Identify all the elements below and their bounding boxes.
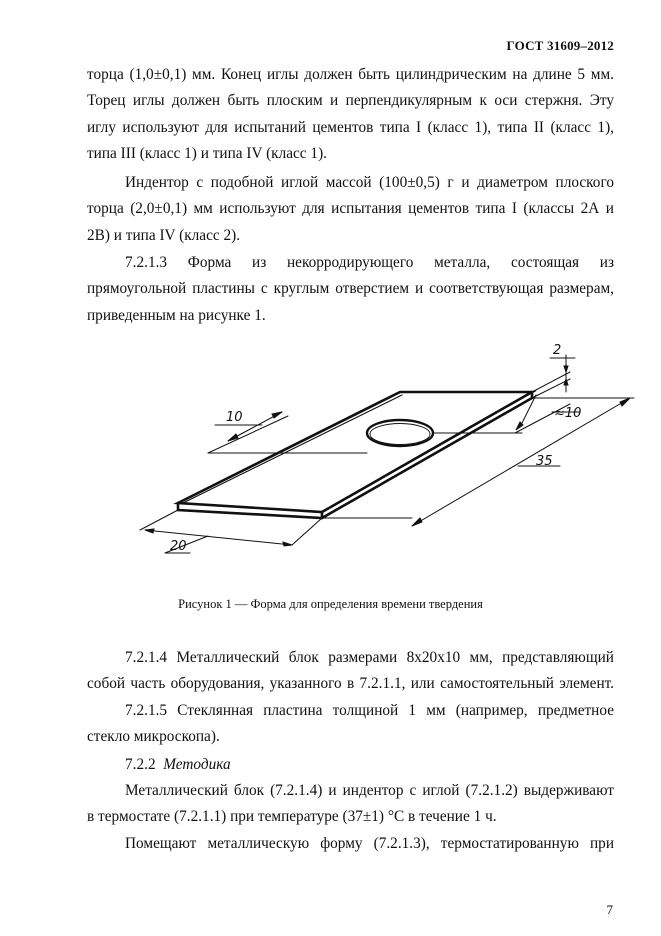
- text-line: 7.2.1.3 Форма из некорродирующего металла, состоящая из: [125, 254, 614, 271]
- paragraph-place-mold: [87, 831, 614, 857]
- text-line: приведенным на рисунке 1.: [87, 306, 266, 324]
- paragraph-method: [87, 778, 614, 831]
- text-line: Индентор с подобной иглой массой (100±0,5) г и диаметром плоского: [125, 174, 614, 191]
- text-line: иглу используют для испытаний цементов типа I (класс 1), типа II (класс 1),: [87, 118, 614, 136]
- text-line: 7.2.1.4 Металлический блок размерами 8х20х10 мм, представляющий: [125, 649, 614, 666]
- text-line: в термостате (7.2.1.1) при температуре (37±1) °С в течение 1 ч.: [87, 808, 497, 826]
- text-line: 2В) и типа IV (класс 2).: [87, 226, 241, 244]
- page-number: 7: [606, 902, 613, 917]
- label-20: 20: [170, 539, 187, 554]
- text-line: торца (2,0±0,1) мм используют для испытания цементов типа I (классы 2А и: [87, 200, 614, 218]
- text-line: прямоугольной пластины с круглым отверстием и соответствующая размерам,: [87, 280, 614, 298]
- figure-caption: Рисунок 1 — Форма для определения времени твердения: [178, 597, 483, 611]
- section-title: Методика: [163, 756, 231, 773]
- paragraph-7-2-1-4: [87, 645, 614, 698]
- text-line: типа III (класс 1) и типа IV (класс 1).: [87, 145, 327, 163]
- section-heading: [87, 752, 614, 778]
- paragraph-7-2-1-5: [87, 698, 614, 751]
- label-approx-10: ≈10: [554, 406, 582, 421]
- text-line: Торец иглы должен быть плоским и перпендикулярным к оси стержня. Эту: [87, 92, 614, 110]
- dim-length-35: [322, 398, 634, 526]
- section-number: 7.2.2: [125, 756, 156, 773]
- dim-thickness: [532, 355, 575, 398]
- text-line: собой часть оборудования, указанного в 7.2.1.1, или самостоятельный элемент.: [87, 675, 614, 693]
- label-10: 10: [226, 410, 243, 425]
- text-line: Металлический блок (7.2.1.4) и индентор с иглой (7.2.1.2) выдерживают: [125, 782, 614, 799]
- label-2: 2: [553, 343, 562, 358]
- text-line: стекло микроскопа).: [87, 728, 220, 746]
- text-line: Помещают металлическую форму (7.2.1.3), термостатированную при: [125, 835, 614, 852]
- text-line: торца (1,0±0,1) мм. Конец иглы должен быть цилиндрическим на длине 5 мм.: [87, 66, 614, 83]
- document-header: ГОСТ 31609–2012: [506, 38, 614, 53]
- label-35: 35: [536, 454, 553, 469]
- text-line: 7.2.1.5 Стеклянная пластина толщиной 1 мм (например, предметное: [125, 702, 614, 719]
